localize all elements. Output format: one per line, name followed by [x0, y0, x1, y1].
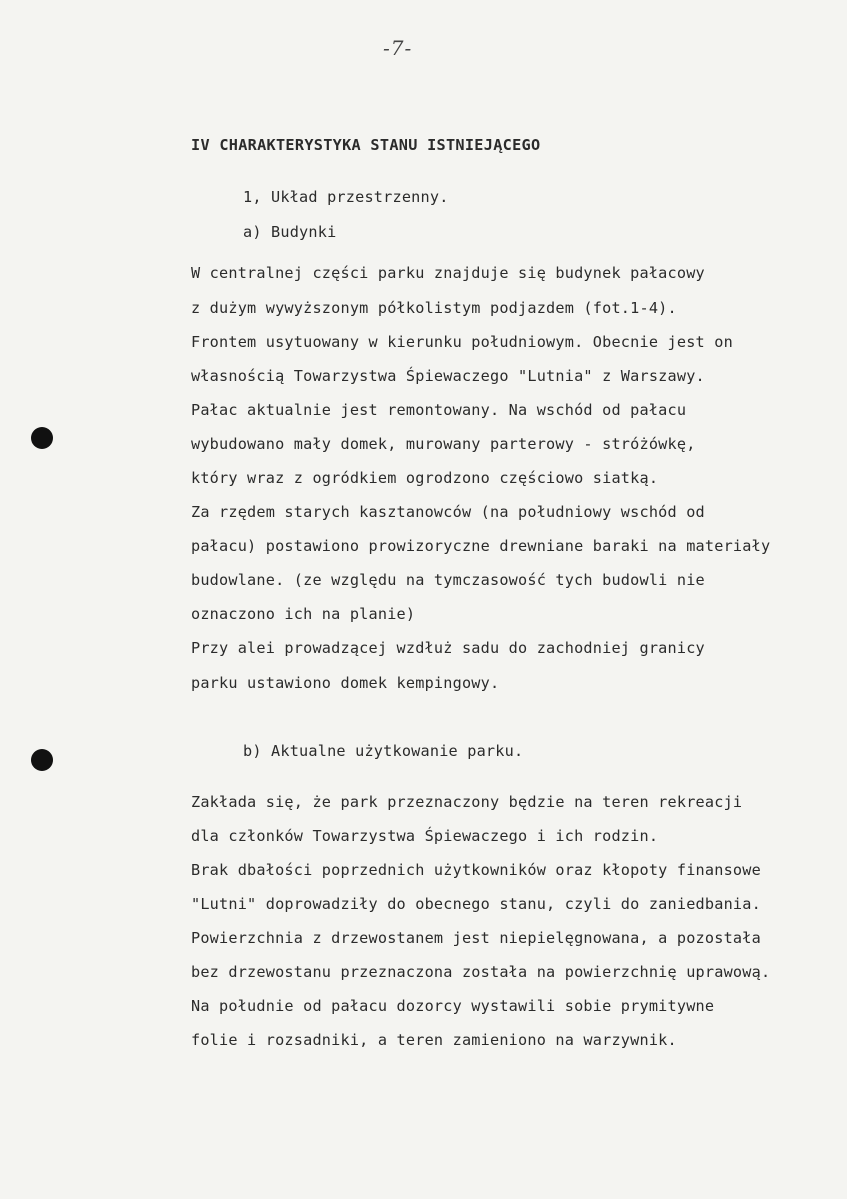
paragraph-line: Zakłada się, że park przeznaczony będzie na teren rekreacji: [191, 793, 743, 811]
paragraph-line: Przy alei prowadzącej wzdłuż sadu do zachodniej granicy: [191, 639, 705, 657]
paragraph-line: W centralnej części parku znajduje się budynek pałacowy: [191, 264, 705, 282]
paragraph-line: który wraz z ogródkiem ogrodzono częściowo siatką.: [191, 469, 659, 487]
paragraph-line: budowlane. (ze względu na tymczasowość tych budowli nie: [191, 571, 705, 589]
paragraph-line: "Lutni" doprowadziły do obecnego stanu, czyli do zaniedbania.: [191, 895, 761, 913]
paragraph-line: bez drzewostanu przeznaczona została na powierzchnię uprawową.: [191, 963, 771, 981]
paragraph-line: Powierzchnia z drzewostanem jest niepielęgnowana, a pozostała: [191, 929, 761, 947]
paragraph-line: oznaczono ich na planie): [191, 605, 416, 623]
paragraph-line: folie i rozsadniki, a teren zamieniono na warzywnik.: [191, 1031, 677, 1049]
subsection-title: a) Budynki: [243, 223, 337, 241]
section-heading: IV CHARAKTERYSTYKA STANU ISTNIEJĄCEGO: [191, 136, 541, 154]
paragraph-line: Pałac aktualnie jest remontowany. Na wschód od pałacu: [191, 401, 687, 419]
subsection-title: b) Aktualne użytkowanie parku.: [243, 742, 524, 760]
paragraph-line: Na południe od pałacu dozorcy wystawili sobie prymitywne: [191, 997, 715, 1015]
paragraph-line: wybudowano mały domek, murowany parterowy - stróżówkę,: [191, 435, 696, 453]
subsection-title: 1, Układ przestrzenny.: [243, 188, 449, 206]
page-number: -7-: [383, 36, 413, 60]
paragraph-line: parku ustawiono domek kempingowy.: [191, 674, 500, 692]
paragraph-line: własnością Towarzystwa Śpiewaczego "Lutnia" z Warszawy.: [191, 367, 705, 385]
punch-hole: [31, 749, 53, 771]
paragraph-line: dla członków Towarzystwa Śpiewaczego i ich rodzin.: [191, 827, 659, 845]
paragraph-line: Za rzędem starych kasztanowców (na południowy wschód od: [191, 503, 705, 521]
paragraph-line: Brak dbałości poprzednich użytkowników oraz kłopoty finansowe: [191, 861, 761, 879]
paragraph-line: Frontem usytuowany w kierunku południowym. Obecnie jest on: [191, 333, 733, 351]
paragraph-line: z dużym wywyższonym półkolistym podjazdem (fot.1-4).: [191, 299, 677, 317]
punch-hole: [31, 427, 53, 449]
paragraph-line: pałacu) postawiono prowizoryczne drewniane baraki na materiały: [191, 537, 771, 555]
